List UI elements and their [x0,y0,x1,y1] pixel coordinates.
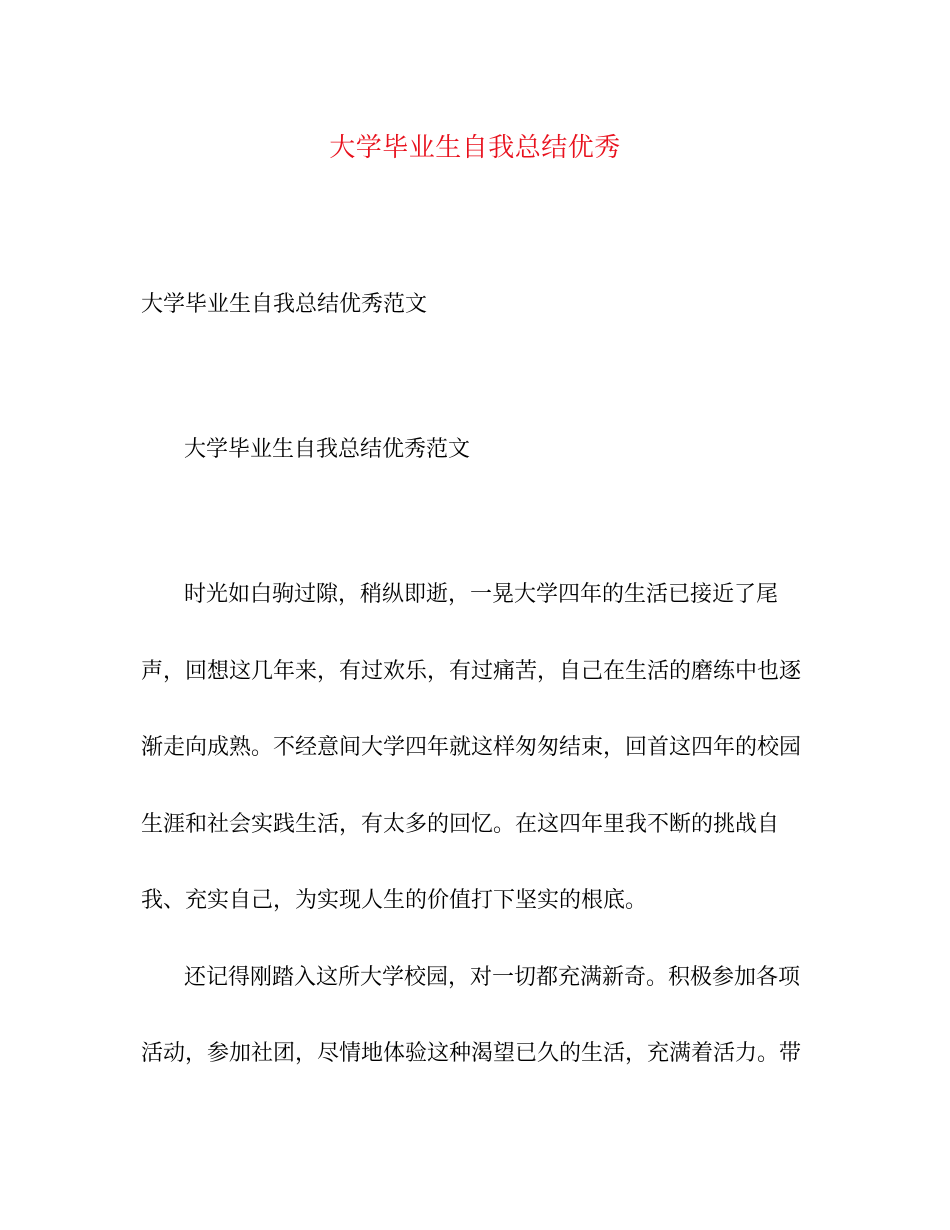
paragraph-line: 时光如白驹过隙，稍纵即逝，一晃大学四年的生活已接近了尾 [184,582,779,607]
document-subtitle: 大学毕业生自我总结优秀范文 [141,292,428,317]
paragraph-line: 还记得刚踏入这所大学校园，对一切都充满新奇。积极参加各项 [184,964,801,990]
paragraph-line: 活动，参加社团，尽情地体验这种渴望已久的生活，充满着活力。带 [141,1041,802,1066]
paragraph-line: 声，回想这几年来，有过欢乐，有过痛苦，自己在生活的磨练中也逐 [141,658,802,684]
paragraph-line: 生涯和社会实践生活，有太多的回忆。在这四年里我不断的挑战自 [141,811,780,837]
document-body [141,577,801,1113]
paragraph-line: 我、充实自己，为实现人生的价值打下坚实的根底。 [141,888,648,913]
document-title: 大学毕业生自我总结优秀 [329,133,621,163]
paragraph-line: 渐走向成熟。不经意间大学四年就这样匆匆结束，回首这四年的校园 [141,735,802,760]
document-subtitle-indented: 大学毕业生自我总结优秀范文 [184,437,471,462]
